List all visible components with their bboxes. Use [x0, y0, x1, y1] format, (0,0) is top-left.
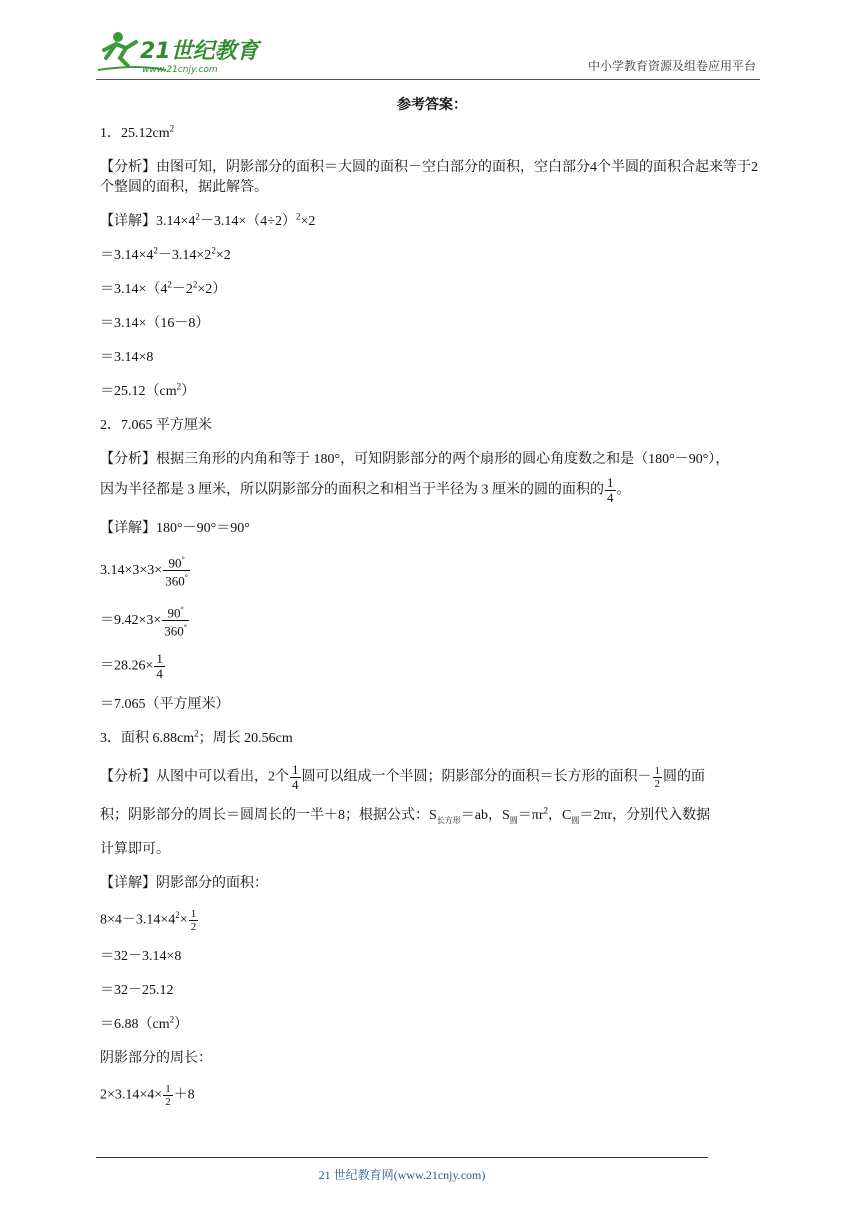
- logo-runner-body: [104, 42, 136, 66]
- q3-detail-3: ＝32－3.14×8: [100, 949, 182, 965]
- page-title: 参考答案：: [397, 98, 467, 113]
- footer-divider: [96, 1157, 708, 1158]
- header-platform-text: 中小学教育资源及组卷应用平台: [587, 59, 756, 73]
- logo-runner-head: [113, 32, 123, 42]
- q1-detail-2: $=3.14\times 4^2-3.14\times 2^2\times 2$: [100, 245, 231, 263]
- q2-detail-4: ＝28.26× $\frac{1}{4}$: [100, 651, 163, 682]
- logo-text: 21世纪教育: [140, 39, 259, 64]
- site-logo: [96, 28, 266, 76]
- answer-content: [100, 96, 764, 1122]
- page-header: [96, 28, 760, 80]
- footer-link[interactable]: 21 世纪教育网(www.21cnjy.com): [318, 1168, 486, 1182]
- q2-answer: 2．7.065 平方厘米: [100, 418, 212, 433]
- q1-detail-6: $=25.12(cm^2)$: [100, 381, 196, 399]
- q2-analysis-1: 【分析】根据三角形的内角和等于 180°，可知阴影部分的两个扇形的圆心角度数之和是（180°－90°），: [100, 452, 730, 467]
- q3-detail-6: 阴影部分的周长：: [100, 1051, 212, 1067]
- fraction: $\frac{1}{2}$: [190, 908, 197, 934]
- q1-answer: 1．$25.12cm^2$: [100, 123, 175, 141]
- logo-url: www.21cnjy.com: [142, 65, 218, 75]
- q3-answer: 3．面积 $6.88cm^2$；周长 20.56cm: [100, 728, 293, 747]
- fraction: $\frac{1}{2}$: [654, 765, 660, 791]
- q3-analysis-1: 【分析】从图中可以看出，2个 $\frac{1}{4}$ 圆可以组成一个半圆；阴影部分的面积＝长方形的面积－ $\frac{1}{2}$ 圆的面: [100, 762, 705, 793]
- q2-detail-1: 【详解】180°－90°＝90°: [100, 521, 250, 536]
- fraction: $\frac{90^\circ}{360^\circ}$: [165, 555, 188, 589]
- fraction: $\frac{1}{4}$: [607, 475, 614, 505]
- q3-detail-4: ＝32－25.12: [100, 983, 174, 999]
- fraction: $\frac{1}{4}$: [156, 651, 163, 682]
- header-divider: [96, 79, 760, 80]
- fraction: $\frac{1}{2}$: [165, 1083, 171, 1109]
- q3-analysis-2: 积；阴影部分的周长＝圆周长的一半＋8；根据公式：$S_{长方形}=ab$，$S_圆=\pi r^2$，$C_圆=2\pi r$，分别代入数据: [100, 805, 711, 826]
- q2-detail-5: ＝7.065（平方厘米）: [100, 697, 230, 713]
- q3-detail-1: 【详解】阴影部分的面积：: [100, 876, 268, 892]
- q2-detail-2: 3.14×3×3× $\frac{90^\circ}{360^\circ}$: [100, 555, 188, 589]
- q3-analysis-3: 计算即可。: [100, 842, 170, 858]
- q1-detail-5: ＝3.14×8: [100, 350, 154, 365]
- q1-detail-3: $=3.14\times(4^2-2^2\times 2)$: [100, 279, 227, 297]
- q3-detail-5: $=6.88(cm^2)$: [100, 1014, 189, 1033]
- fraction: $\frac{1}{4}$: [292, 762, 299, 793]
- q2-analysis-2: 因为半径都是 3 厘米，所以阴影部分的面积之和相当于半径为 3 厘米的圆的面积的 $\frac{1}{4}$ 。: [100, 475, 631, 505]
- q3-detail-7: 2×3.14×4× $\frac{1}{2}$ ＋8: [100, 1083, 195, 1109]
- q1-analysis: 【分析】由图可知，阴影部分的面积＝大圆的面积－空白部分的面积，空白部分4个半圆的面积合起来等于2个整圆的面积，据此解答。: [100, 160, 758, 195]
- q2-detail-3: ＝9.42×3× $\frac{90^\circ}{360^\circ}$: [100, 604, 187, 639]
- q1-detail-1: 【详解】$3.14\times 4^2-3.14\times(4\div 2)^2\times 2$: [100, 211, 316, 229]
- fraction: $\frac{90^\circ}{360^\circ}$: [164, 604, 187, 639]
- q3-detail-2: $8\times 4-3.14\times 4^2\times$ $\frac{1}{2}$: [100, 908, 197, 934]
- q1-detail-4: ＝3.14×（16－8）: [100, 316, 210, 331]
